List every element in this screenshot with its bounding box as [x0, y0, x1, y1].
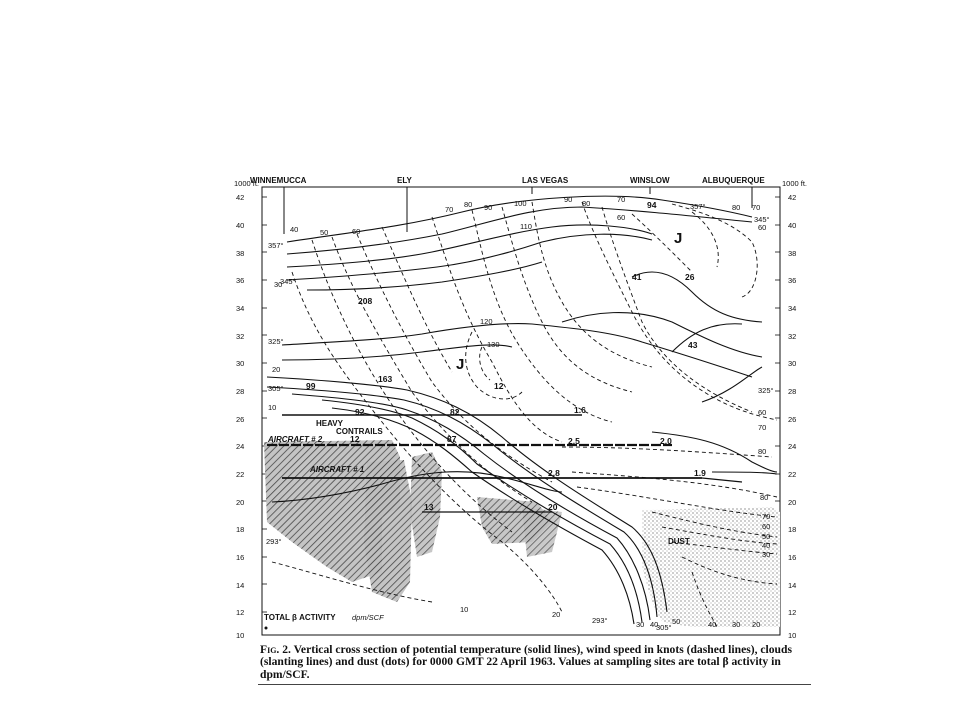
- svg-text:60: 60: [352, 227, 361, 236]
- svg-text:32: 32: [236, 332, 245, 341]
- svg-text:60: 60: [758, 408, 767, 417]
- theta-357-east: 357°: [690, 202, 706, 211]
- annotation-aircraft-1: AIRCRAFT # 1: [310, 465, 365, 474]
- svg-text:40: 40: [290, 225, 299, 234]
- svg-text:82: 82: [450, 407, 460, 417]
- svg-text:30: 30: [274, 280, 283, 289]
- svg-text:28: 28: [236, 387, 245, 396]
- svg-text:2.8: 2.8: [548, 468, 560, 478]
- unit-label-left: 1000 ft.: [234, 179, 260, 188]
- theta-305: 305°: [268, 384, 284, 393]
- svg-text:20: 20: [236, 498, 245, 507]
- cross-section-figure: [232, 172, 810, 687]
- svg-text:80: 80: [464, 200, 473, 209]
- svg-text:30: 30: [636, 620, 645, 629]
- station-las-vegas: LAS VEGAS: [522, 176, 569, 185]
- svg-text:70: 70: [617, 195, 626, 204]
- svg-text:30: 30: [236, 359, 245, 368]
- svg-text:1.9: 1.9: [694, 468, 706, 478]
- svg-text:110: 110: [520, 222, 532, 231]
- svg-text:26: 26: [788, 415, 797, 424]
- theta-345-east: 345°: [754, 215, 770, 224]
- svg-text:32: 32: [788, 332, 797, 341]
- svg-text:208: 208: [358, 296, 373, 306]
- svg-text:120: 120: [480, 317, 493, 326]
- theta-325-east: 325°: [758, 386, 774, 395]
- svg-text:99: 99: [306, 381, 316, 391]
- figure-caption: [260, 644, 810, 681]
- svg-text:20: 20: [548, 502, 558, 512]
- jet-core-west: J: [456, 356, 465, 373]
- svg-text:60: 60: [617, 213, 626, 222]
- svg-text:2.5: 2.5: [568, 436, 580, 446]
- svg-text:12: 12: [788, 608, 797, 617]
- station-ely: ELY: [397, 176, 412, 185]
- svg-text:38: 38: [236, 249, 245, 258]
- svg-text:12: 12: [494, 381, 504, 391]
- caption-rule: [258, 684, 811, 685]
- svg-text:30: 30: [788, 359, 797, 368]
- svg-text:22: 22: [788, 470, 797, 479]
- svg-text:80: 80: [758, 447, 767, 456]
- svg-text:10: 10: [236, 631, 245, 640]
- svg-text:20: 20: [272, 365, 281, 374]
- svg-text:20: 20: [552, 610, 561, 619]
- svg-text:80: 80: [582, 199, 591, 208]
- svg-text:90: 90: [564, 195, 573, 204]
- altitude-axis-right: [788, 193, 796, 640]
- svg-text:30: 30: [732, 620, 741, 629]
- svg-text:42: 42: [788, 193, 797, 202]
- svg-text:20: 20: [752, 620, 761, 629]
- svg-text:30: 30: [762, 550, 771, 559]
- svg-text:92: 92: [355, 407, 365, 417]
- svg-text:16: 16: [788, 553, 797, 562]
- svg-text:130: 130: [487, 340, 500, 349]
- svg-text:43: 43: [688, 340, 698, 350]
- svg-text:10: 10: [460, 605, 469, 614]
- annotation-heavy: HEAVY: [316, 419, 343, 428]
- svg-text:70: 70: [445, 205, 454, 214]
- caption-text: Vertical cross section of potential temperature (solid lines), wind speed in knots (dashed lines), clouds (slanting lines) and dust (dots) for 0000 GMT 22 April 1963. Values at sampling sites are total β activity in dpm/SCF.: [260, 643, 792, 681]
- svg-text:10: 10: [788, 631, 797, 640]
- svg-text:50: 50: [672, 617, 681, 626]
- svg-text:80: 80: [760, 493, 769, 502]
- svg-text:94: 94: [647, 200, 657, 210]
- legend-total-beta: TOTAL β ACTIVITY: [264, 613, 336, 622]
- altitude-axis-left: [236, 193, 244, 640]
- svg-text:34: 34: [788, 304, 797, 313]
- svg-text:87: 87: [447, 434, 457, 444]
- station-winnemucca: WINNEMUCCA: [250, 176, 307, 185]
- theta-345: 345°: [280, 277, 296, 286]
- svg-text:26: 26: [685, 272, 695, 282]
- svg-text:13: 13: [424, 502, 434, 512]
- svg-text:12: 12: [350, 434, 360, 444]
- svg-text:100: 100: [514, 199, 527, 208]
- theta-357: 357°: [268, 241, 284, 250]
- svg-text:40: 40: [236, 221, 245, 230]
- svg-text:14: 14: [236, 581, 245, 590]
- figure-number: Fig. 2.: [260, 643, 291, 656]
- svg-text:80: 80: [732, 203, 741, 212]
- svg-text:40: 40: [708, 620, 717, 629]
- annotation-aircraft-2: AIRCRAFT # 2: [268, 435, 323, 444]
- svg-text:70: 70: [758, 423, 767, 432]
- svg-text:28: 28: [788, 387, 797, 396]
- svg-text:36: 36: [788, 276, 797, 285]
- svg-text:22: 22: [236, 470, 245, 479]
- legend-units: dpm/SCF: [352, 613, 384, 622]
- jet-core-east: J: [674, 230, 683, 247]
- svg-text:18: 18: [788, 525, 797, 534]
- svg-text:24: 24: [236, 442, 245, 451]
- svg-text:38: 38: [788, 249, 797, 258]
- svg-text:40: 40: [650, 620, 659, 629]
- annotation-contrails: CONTRAILS: [336, 427, 383, 436]
- svg-text:24: 24: [788, 442, 797, 451]
- svg-text:42: 42: [236, 193, 245, 202]
- annotation-dust: DUST: [668, 537, 690, 546]
- svg-text:70: 70: [762, 512, 771, 521]
- svg-text:163: 163: [378, 374, 393, 384]
- svg-text:60: 60: [758, 223, 767, 232]
- station-albuquerque: ALBUQUERQUE: [702, 176, 765, 185]
- legend-marker: [265, 627, 268, 630]
- theta-293: 293°: [266, 537, 282, 546]
- svg-text:20: 20: [788, 498, 797, 507]
- theta-305-bottom: 305°: [656, 623, 672, 632]
- svg-text:40: 40: [762, 541, 771, 550]
- cloud-regions: [264, 440, 562, 602]
- svg-text:60: 60: [762, 522, 771, 531]
- svg-text:34: 34: [236, 304, 245, 313]
- svg-text:2.0: 2.0: [660, 436, 672, 446]
- svg-text:12: 12: [236, 608, 245, 617]
- svg-text:50: 50: [762, 532, 771, 541]
- station-winslow: WINSLOW: [630, 176, 670, 185]
- svg-text:36: 36: [236, 276, 245, 285]
- svg-text:70: 70: [752, 203, 761, 212]
- svg-text:14: 14: [788, 581, 797, 590]
- svg-text:10: 10: [268, 403, 277, 412]
- svg-text:50: 50: [320, 228, 329, 237]
- unit-label-right: 1000 ft.: [782, 179, 808, 188]
- svg-text:90: 90: [484, 203, 493, 212]
- svg-text:1.6: 1.6: [574, 405, 586, 415]
- svg-text:40: 40: [788, 221, 797, 230]
- theta-293-bottom: 293°: [592, 616, 608, 625]
- svg-text:18: 18: [236, 525, 245, 534]
- svg-text:26: 26: [236, 415, 245, 424]
- svg-text:41: 41: [632, 272, 642, 282]
- track-aircraft-1-end: [702, 478, 742, 482]
- dust-region: [642, 507, 780, 627]
- theta-325: 325°: [268, 337, 284, 346]
- svg-text:16: 16: [236, 553, 245, 562]
